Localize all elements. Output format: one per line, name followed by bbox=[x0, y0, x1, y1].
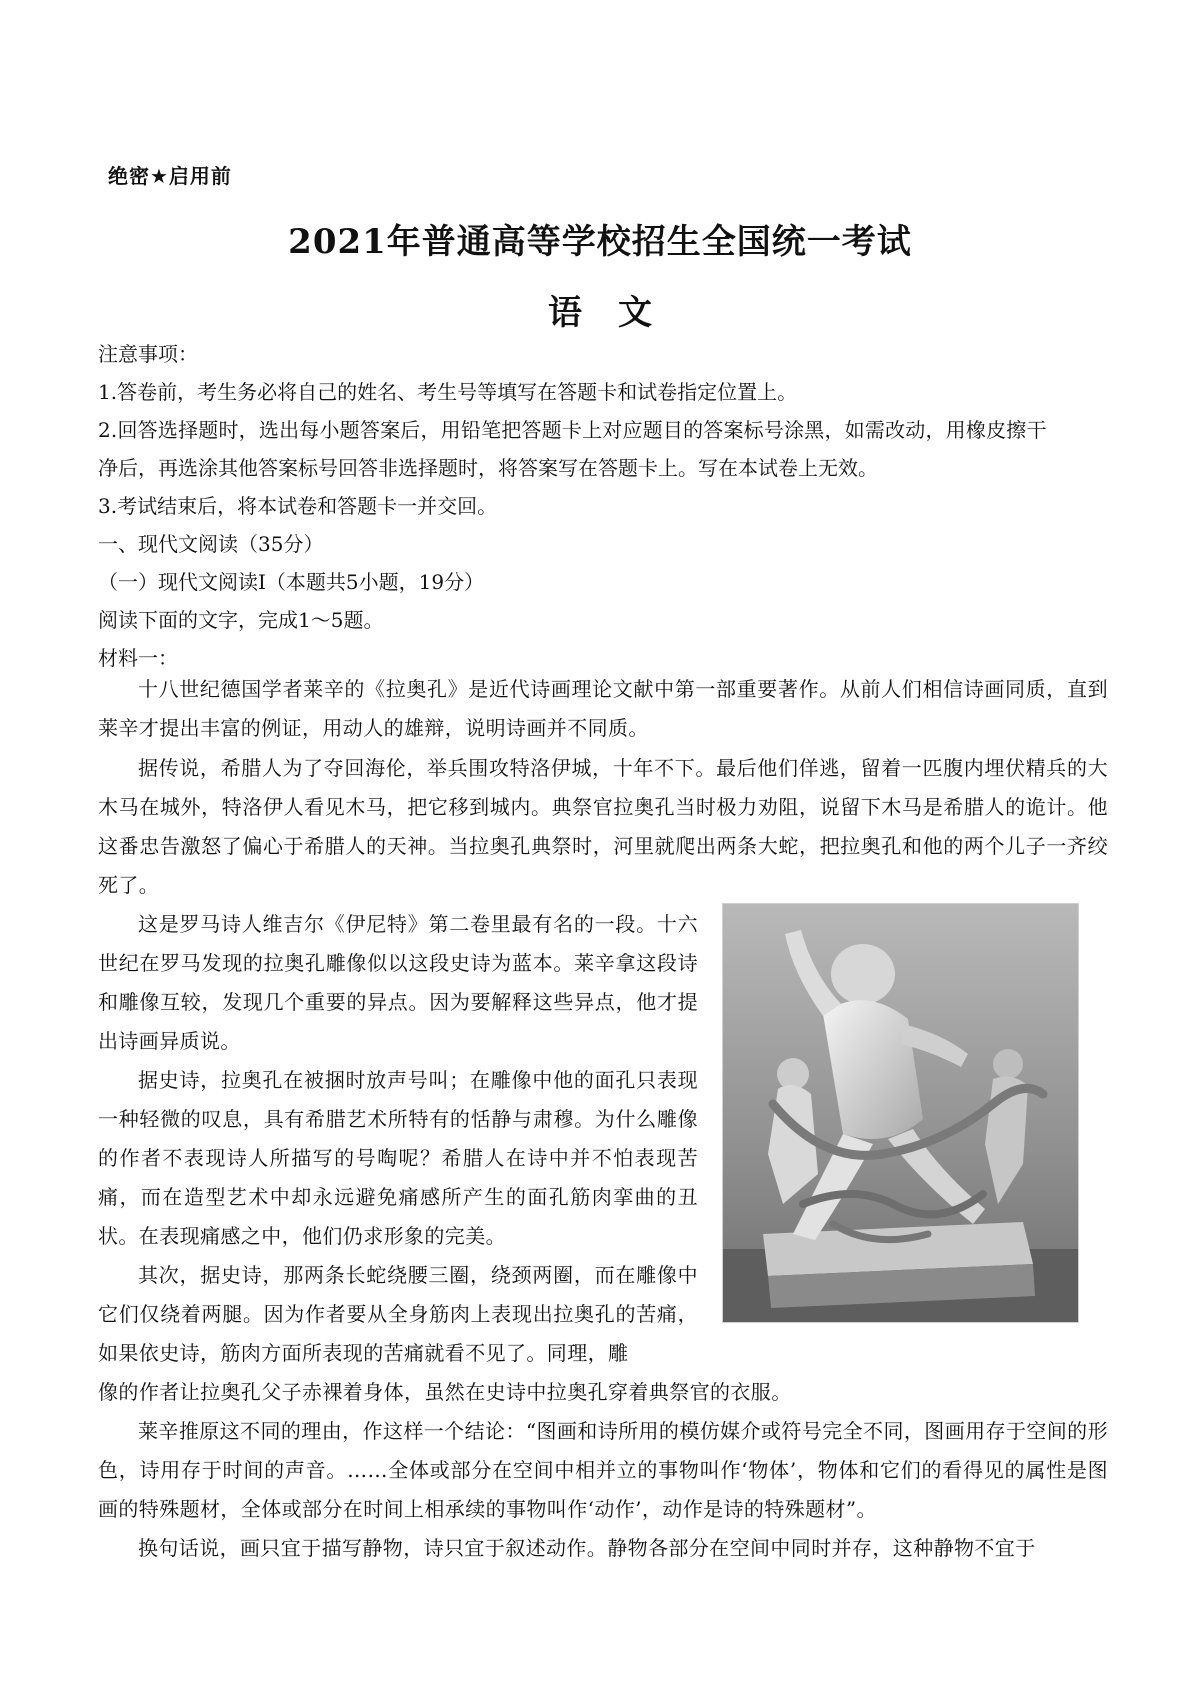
notice-heading: 注意事项： bbox=[98, 342, 198, 366]
exam-title: 2021年普通高等学校招生全国统一考试 bbox=[288, 222, 912, 262]
laocoon-sculpture-image bbox=[722, 903, 1079, 1323]
paragraph: 莱辛推原这不同的理由，作这样一个结论：“图画和诗所用的模仿媒介或符号完全不同，图画用存于空间的形色，诗用存于时间的声音。……全体或部分在空间中相并立的事物叫作‘物体’，物体和它们的看得见的属性是图画的特殊题材，全体或部分在时间上相承续的事物叫作‘动作’，动作是诗的特殊题材”。 bbox=[98, 1419, 1108, 1521]
paragraph: 其次，据史诗，那两条长蛇绕腰三圈，绕颈两圈，而在雕像中它们仅绕着两腿。因为作者要从全身筋肉上表现出拉奥孔的苦痛，如果依史诗，筋肉方面所表现的苦痛就看不见了。同理，雕 bbox=[98, 1263, 698, 1365]
paragraph: 十八世纪德国学者莱辛的《拉奥孔》是近代诗画理论文献中第一部重要著作。从前人们相信诗画同质，直到莱辛才提出丰富的例证，用动人的雄辩，说明诗画并不同质。 bbox=[98, 677, 1108, 740]
notice-item-2: 2.回答选择题时，选出每小题答案后，用铅笔把答题卡上对应题目的答案标号涂黑，如需改动，用橡皮擦干 bbox=[98, 418, 1047, 442]
paragraph: 据传说，希腊人为了夺回海伦，举兵围攻特洛伊城，十年不下。最后他们佯逃，留着一匹腹内埋伏精兵的大木马在城外，特洛伊人看见木马，把它移到城内。典祭官拉奥孔当时极力劝阻，说留下木马是希腊人的诡计。他这番忠告激怒了偏心于希腊人的天神。当拉奥孔典祭时，河里就爬出两条大蛇，把拉奥孔和他的两个儿子一齐绞死了。 bbox=[98, 756, 1108, 897]
section-subtitle: （一）现代文阅读Ⅰ（本题共5小题，19分） bbox=[98, 570, 485, 594]
paragraph: 这是罗马诗人维吉尔《伊尼特》第二卷里最有名的一段。十六世纪在罗马发现的拉奥孔雕像似以这段史诗为蓝本。莱辛拿这段诗和雕像互较，发现几个重要的异点。因为要解释这些异点，他才提出诗画异质说。 bbox=[98, 912, 698, 1053]
notice-item-2-continued: 净后，再选涂其他答案标号回答非选择题时，将答案写在答题卡上。写在本试卷上无效。 bbox=[98, 456, 878, 480]
subject-title: 语文 bbox=[548, 293, 688, 333]
paragraph: 换句话说，画只宜于描写静物，诗只宜于叙述动作。静物各部分在空间中同时并存，这种静物不宜于 bbox=[138, 1536, 1036, 1560]
reading-instruction: 阅读下面的文字，完成1～5题。 bbox=[98, 608, 384, 632]
paragraph-continued: 像的作者让拉奥孔父子赤裸着身体，虽然在史诗中拉奥孔穿着典祭官的衣服。 bbox=[98, 1380, 792, 1404]
section-title: 一、现代文阅读（35分） bbox=[98, 532, 324, 556]
confidential-mark: 绝密★启用前 bbox=[108, 164, 232, 188]
notice-item-3: 3.考试结束后，将本试卷和答题卡一并交回。 bbox=[98, 494, 498, 518]
material-label: 材料一： bbox=[98, 646, 178, 670]
paragraph: 据史诗，拉奥孔在被捆时放声号叫；在雕像中他的面孔只表现一种轻微的叹息，具有希腊艺术所特有的恬静与肃穆。为什么雕像的作者不表现诗人所描写的号啕呢？希腊人在诗中并不怕表现苦痛，而在造型艺术中却永远避免痛感所产生的面孔筋肉挛曲的丑状。在表现痛感之中，他们仍求形象的完美。 bbox=[98, 1068, 698, 1248]
notice-item-1: 1.答卷前，考生务必将自己的姓名、考生号等填写在答题卡和试卷指定位置上。 bbox=[98, 380, 798, 404]
